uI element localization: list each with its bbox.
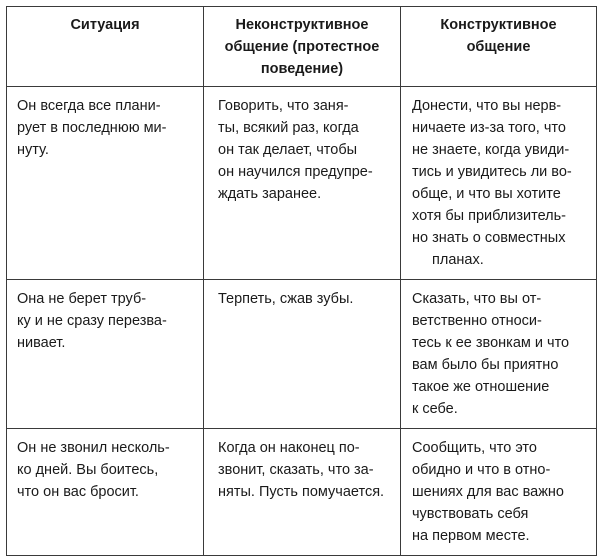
- text-line: он так делает, чтобы: [218, 142, 358, 158]
- text-line: Когда он наконец по-: [218, 440, 360, 456]
- text-line: что он вас бросит.: [17, 484, 139, 500]
- text-line: ты, всякий раз, когда: [218, 120, 359, 136]
- header-line: Ситуация: [70, 17, 140, 33]
- situation-cell: [7, 280, 204, 429]
- text-line: планах.: [432, 252, 484, 268]
- text-line: такое же отношение: [412, 379, 550, 395]
- header-line: Конструктивное: [440, 17, 557, 33]
- header-line: общение (протестное: [224, 39, 380, 55]
- header-nonconstructive: [204, 7, 401, 87]
- text-line: звонит, сказать, что за-: [218, 462, 374, 478]
- text-line: чувствовать себя: [412, 506, 529, 522]
- text-line: Она не берет труб-: [17, 291, 147, 307]
- text-line: но знать о совместных: [412, 230, 566, 246]
- nonconstructive-cell: [204, 280, 401, 429]
- text-line: шениях для вас важно: [412, 484, 564, 500]
- header-row: [7, 7, 597, 87]
- text-line: Сказать, что вы от-: [412, 291, 542, 307]
- header-constructive: [401, 7, 597, 87]
- text-line: нуту.: [17, 142, 49, 158]
- text-line: Сообщить, что это: [412, 440, 537, 456]
- text-line: он научился предупре-: [218, 164, 373, 180]
- text-line: обидно и что в отно-: [412, 462, 551, 478]
- header-line: Неконструктивное: [235, 17, 369, 33]
- text-line: тись и увидитесь ли во-: [412, 164, 572, 180]
- header-line: общение: [466, 39, 531, 55]
- constructive-cell: [401, 87, 597, 280]
- text-line: тесь к ее звонкам и что: [412, 335, 570, 351]
- text-line: к себе.: [412, 401, 458, 417]
- text-line: Он не звонил несколь-: [17, 440, 170, 456]
- table-row: [7, 280, 597, 429]
- constructive-cell: [401, 429, 597, 556]
- text-line: Он всегда все плани-: [17, 98, 161, 114]
- situations-table-container: [6, 6, 597, 556]
- text-line: хотя бы приблизитель-: [412, 208, 566, 224]
- text-line: ветственно относи-: [412, 313, 542, 329]
- nonconstructive-cell: [204, 429, 401, 556]
- text-line: ко дней. Вы боитесь,: [17, 462, 159, 478]
- text-line: обще, и что вы хотите: [412, 186, 561, 202]
- text-line: няты. Пусть помучается.: [218, 484, 385, 500]
- header-situation: [7, 7, 204, 87]
- text-line: Говорить, что заня-: [218, 98, 349, 114]
- header-line: поведение): [260, 61, 344, 77]
- situation-cell: [7, 429, 204, 556]
- text-line: ждать заранее.: [218, 186, 322, 202]
- text-line: рует в последнюю ми-: [17, 120, 167, 136]
- text-line: нивает.: [17, 335, 66, 351]
- text-line: на первом месте.: [412, 528, 530, 544]
- text-line: ку и не сразу перезва-: [17, 313, 167, 329]
- constructive-cell: [401, 280, 597, 429]
- communication-styles-table: [6, 6, 597, 556]
- text-line: ничаете из-за того, что: [412, 120, 566, 136]
- text-line: Терпеть, сжав зубы.: [218, 291, 354, 307]
- table-row: [7, 87, 597, 280]
- nonconstructive-cell: [204, 87, 401, 280]
- text-line: вам было бы приятно: [412, 357, 559, 373]
- text-line: не знаете, когда увиди-: [412, 142, 570, 158]
- situation-cell: [7, 87, 204, 280]
- table-row: [7, 429, 597, 556]
- text-line: Донести, что вы нерв-: [412, 98, 562, 114]
